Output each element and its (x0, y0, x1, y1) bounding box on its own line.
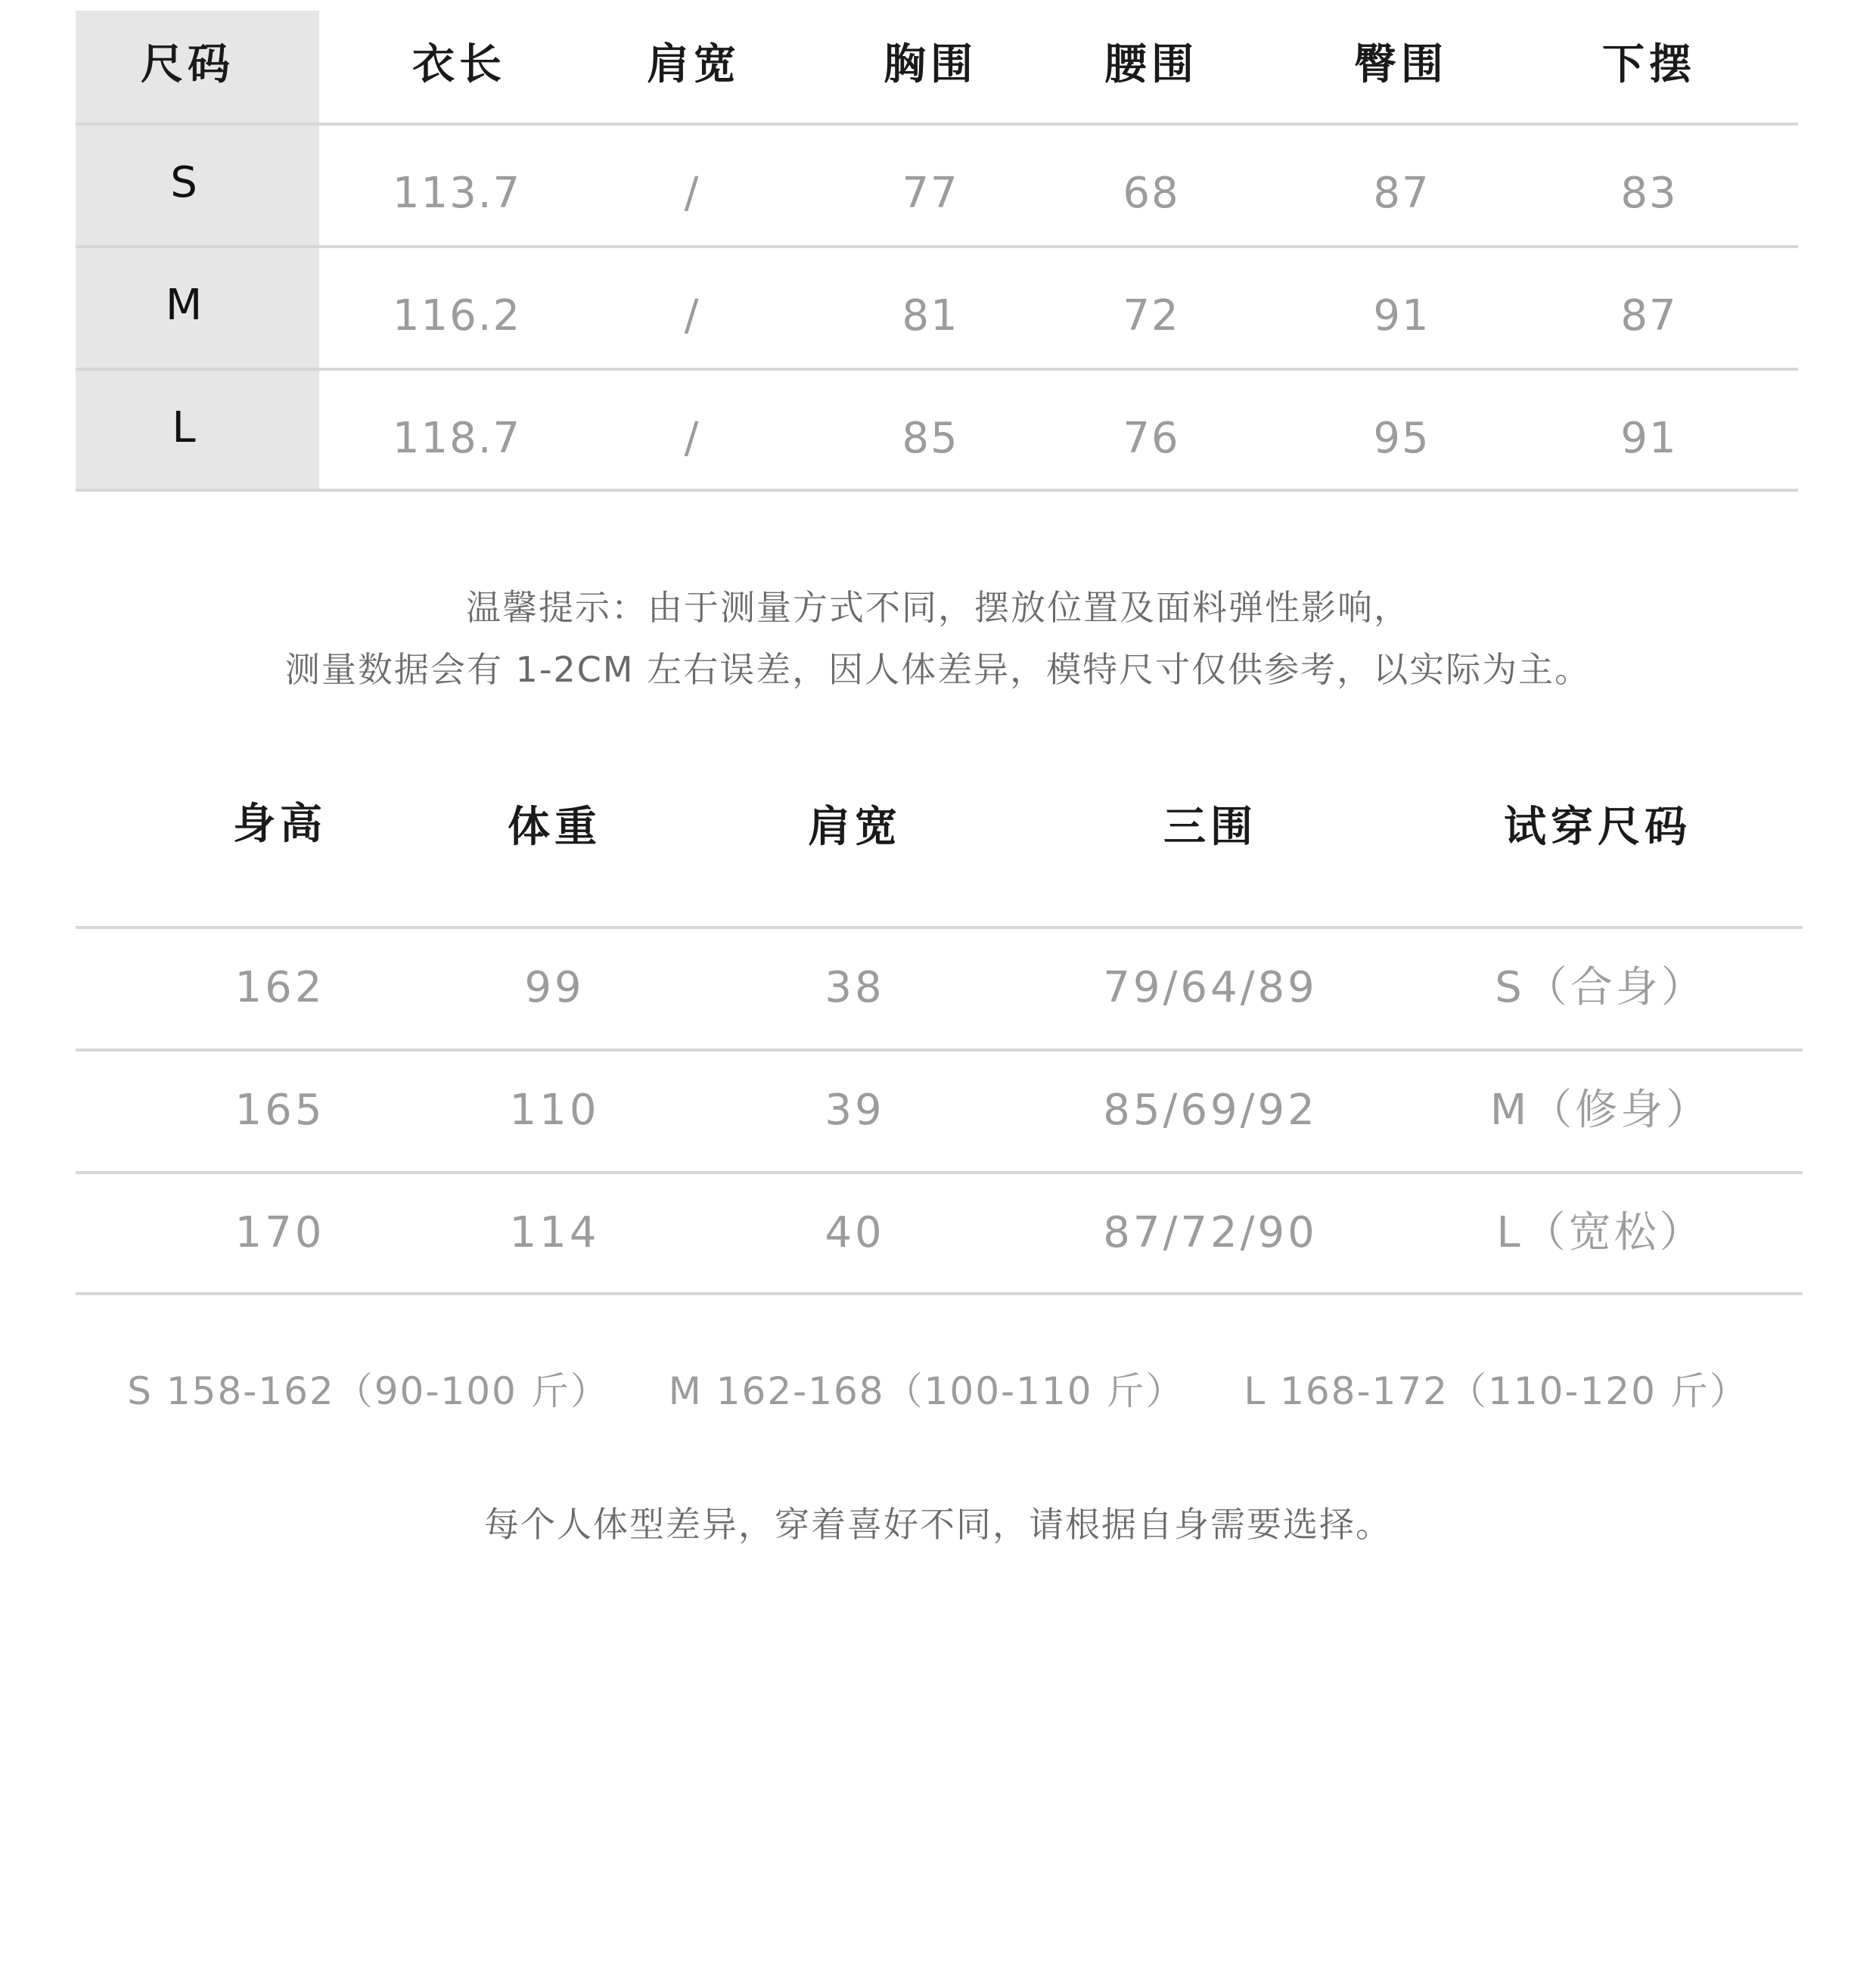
size-table-divider (76, 123, 1798, 126)
value-cell: 72 (1123, 291, 1180, 340)
value-cell: 113.7 (392, 169, 522, 218)
model-cell: L（宽松） (1496, 1208, 1705, 1257)
model-table-divider (76, 926, 1803, 929)
header-height: 身高 (233, 800, 327, 849)
value-cell: 77 (902, 169, 959, 218)
size-table-divider (76, 245, 1798, 248)
model-table (76, 779, 1803, 1294)
model-table-divider (76, 1049, 1803, 1052)
header-chest: 胸围 (884, 40, 977, 89)
size-table-divider (76, 489, 1798, 492)
header-size: 尺码 (141, 40, 234, 89)
size-label-s: S (170, 158, 197, 207)
header-hip: 臀围 (1354, 40, 1448, 89)
model-cell: 162 (234, 963, 325, 1012)
model-cell: 110 (509, 1086, 600, 1135)
model-cell: M（修身） (1489, 1086, 1712, 1135)
value-cell: / (684, 169, 700, 218)
size-range-line (0, 1369, 1876, 1413)
header-shoulder: 肩宽 (808, 803, 902, 852)
footer-note: 每个人体型差异，穿着喜好不同，请根据自身需要选择。 (484, 1504, 1392, 1545)
size-table-divider (76, 368, 1798, 371)
model-table-divider (76, 1171, 1803, 1174)
value-cell: 118.7 (392, 414, 522, 463)
header-trial-size: 试穿尺码 (1504, 803, 1691, 852)
header-weight: 体重 (508, 803, 601, 852)
model-cell: 99 (524, 963, 585, 1012)
value-cell: 83 (1620, 169, 1678, 218)
tip-line-1: 温馨提示：由于测量方式不同，摆放位置及面料弹性影响， (466, 587, 1410, 628)
value-cell: 95 (1373, 414, 1430, 463)
header-measurements: 三围 (1163, 803, 1257, 852)
size-range-m: M 162-168（100-110 斤） (668, 1369, 1185, 1413)
size-label-l: L (172, 403, 196, 452)
model-cell: 40 (825, 1208, 885, 1257)
value-cell: 91 (1620, 414, 1678, 463)
value-cell: 87 (1373, 169, 1430, 218)
model-table-divider (76, 1292, 1803, 1295)
model-cell: 170 (234, 1208, 325, 1257)
value-cell: 91 (1373, 291, 1430, 340)
header-shoulder: 肩宽 (647, 40, 741, 89)
value-cell: / (684, 291, 700, 340)
size-range-l: L 168-172（110-120 斤） (1244, 1369, 1749, 1413)
size-table (76, 11, 1798, 492)
value-cell: 87 (1620, 291, 1678, 340)
header-hem: 下摆 (1602, 40, 1696, 89)
model-cell: 79/64/89 (1103, 963, 1318, 1012)
model-cell: 87/72/90 (1103, 1208, 1318, 1257)
tip-line-2: 测量数据会有 1-2CM 左右误差，因人体差异，模特尺寸仅供参考，以实际为主。 (284, 649, 1592, 690)
value-cell: 76 (1123, 414, 1180, 463)
value-cell: 116.2 (392, 291, 522, 340)
model-cell: 114 (509, 1208, 600, 1257)
model-cell: S（合身） (1495, 963, 1707, 1012)
model-cell: 39 (825, 1086, 885, 1135)
model-cell: 85/69/92 (1103, 1086, 1318, 1135)
value-cell: / (684, 414, 700, 463)
model-cell: 38 (825, 963, 885, 1012)
size-range-s: S 158-162（90-100 斤） (127, 1369, 610, 1413)
value-cell: 85 (902, 414, 959, 463)
value-cell: 68 (1123, 169, 1180, 218)
header-waist: 腰围 (1104, 40, 1198, 89)
value-cell: 81 (902, 291, 959, 340)
header-length: 衣长 (412, 40, 506, 89)
model-cell: 165 (234, 1086, 325, 1135)
size-label-m: M (165, 281, 203, 330)
